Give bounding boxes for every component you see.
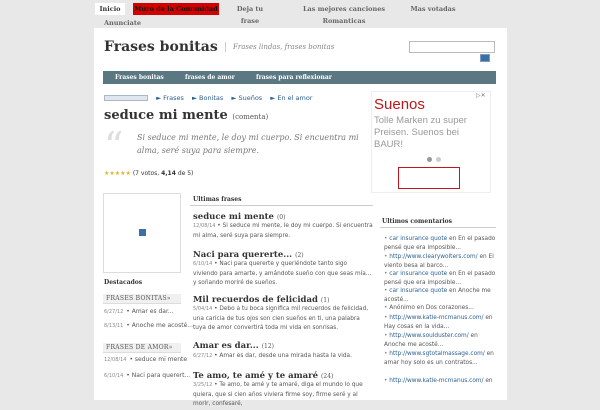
divider — [190, 205, 373, 206]
post-excerpt: 5/04/14 • Debo a tu boca significa mil recuerdos de felicidad, una caricia de tus ojos son cien sueños en ti, una palabra tuya de amor convertirá toda mi vida en sonrisas. — [193, 306, 369, 331]
search-input[interactable] — [409, 41, 495, 53]
comment-item[interactable]: • http://www.clearywolters.com/ en El viento besa al barco... — [384, 254, 494, 269]
comment-item[interactable]: • car insurance quote en Anoche me acosté... — [384, 288, 491, 303]
list-item[interactable]: 6/27/12 • Amar es dar... — [104, 308, 174, 315]
divider — [380, 227, 496, 228]
comment-item[interactable]: • car insurance quote en En el pasado pensé que era imposible... — [384, 236, 496, 251]
site-description: Frases lindas, frases bonitas — [233, 43, 335, 51]
breadcrumb-en-el-amor[interactable]: ► En el amor — [270, 94, 313, 102]
ad-brand[interactable]: Suenos — [374, 96, 425, 113]
ad-button[interactable] — [398, 167, 460, 189]
post-title — [104, 108, 268, 123]
ad-close-icon[interactable]: ▷✕ — [476, 92, 486, 99]
nav-muro-comunidad[interactable]: Muro de la Comunidad — [134, 5, 218, 13]
comment-item[interactable]: • http://www.sgtotalmassage.com/ en amar hoy solo es un contratos... — [384, 351, 494, 366]
ad-dot[interactable] — [436, 157, 441, 162]
breadcrumb-bonitas[interactable]: ► Bonitas — [191, 94, 224, 102]
comment-item[interactable]: • http://www.soulduster.com/ en Anoche me acosté... — [384, 333, 478, 348]
destacados-heading: Destacados — [104, 279, 143, 286]
nav-anunciate[interactable]: Anunciate — [104, 19, 141, 27]
breadcrumb-frases[interactable]: ► Frases — [156, 94, 184, 102]
search-button[interactable] — [480, 54, 490, 62]
star-icon[interactable]: ★★★★★ — [104, 170, 131, 177]
image-icon — [139, 229, 146, 236]
post-title-text: seduce mi mente — [104, 108, 228, 123]
section-frases-de-amor[interactable]: FRASES DE AMOR» — [103, 343, 181, 353]
rating-max: de 5) — [177, 170, 194, 177]
post-quote: Si seduce mi mente, le doy mi cuerpo. Si encuentra mi alma, seré suya para siempre. — [137, 133, 359, 155]
post-link[interactable]: Amar es dar... (12) — [193, 341, 275, 351]
list-item[interactable]: 6/10/14 • Naci para querert... — [104, 372, 191, 379]
list-item[interactable]: 8/13/11 • Anoche me acosté... — [104, 322, 193, 329]
title-divider — [225, 42, 226, 52]
post-link[interactable]: Naci para quererte... (2) — [193, 250, 304, 260]
category-frases-reflexionar[interactable]: frases para reflexionar — [256, 74, 332, 81]
post-link[interactable]: seduce mi mente (0) — [193, 212, 286, 222]
post-excerpt: 6/27/12 • Amar es dar, desde una mirada hasta la vida. — [193, 353, 352, 359]
category-bar — [103, 71, 496, 84]
post-link[interactable]: Te amo, te amé y te amaré (24) — [193, 371, 334, 381]
breadcrumb — [104, 94, 318, 102]
post-link[interactable]: Mil recuerdos de felicidad (1) — [193, 295, 330, 305]
breadcrumb-suenos[interactable]: ► Sueños — [231, 94, 263, 102]
ultimos-comentarios-heading: Ultimos comentarios — [382, 218, 453, 225]
site-title[interactable]: Frases bonitas — [104, 39, 218, 55]
share-button[interactable] — [104, 95, 148, 101]
post-excerpt: 3/25/12 • Te amo, te amé y te amaré, diga el mundo lo que quiera, que si cien años viviera firme soy, firme seré y al morir, confesaré, — [193, 382, 363, 407]
comment-item[interactable]: • http://www.katie-mcmanus.com/ en Hay cosas en la vida... — [384, 315, 493, 330]
post-excerpt: 6/10/14 • Naci para quererte y queriéndote tanto sigo viviendo para amarte, y amándote sueño con que seas mía... y soñando moriré de sueños. — [193, 261, 372, 286]
category-frases-bonitas[interactable]: Frases bonitas — [115, 74, 164, 81]
comment-link[interactable]: (comenta) — [232, 113, 269, 121]
ad-dot-active[interactable] — [427, 157, 432, 162]
list-item[interactable]: 12/08/14 • seduce mi mente — [104, 356, 188, 363]
rating-score: 4,14 — [161, 170, 176, 177]
section-frases-bonitas[interactable]: FRASES BONITAS» — [103, 294, 181, 304]
post-excerpt: 12/08/14 • Si seduce mi mente, le doy mi cuerpo. Si encuentra mi alma, seré suya para siempre. — [193, 223, 373, 239]
top-navigation — [0, 0, 600, 28]
ad-text[interactable]: Tolle Marken zu super Preisen. Suenos bei BAUR! — [374, 115, 467, 150]
comment-item[interactable]: • Anónimo en Dos corazones... — [384, 305, 474, 311]
nav-deja-tu-frase[interactable]: Deja tu frase — [236, 5, 264, 25]
nav-mejores-canciones[interactable]: Las mejores canciones Romanticas — [302, 5, 386, 25]
quote-icon: “ — [104, 124, 124, 168]
nav-inicio[interactable]: Inicio — [95, 3, 125, 15]
rating-votes: (7 votos, — [132, 170, 160, 177]
rating — [104, 170, 193, 177]
ultimas-frases-heading: Ultimas frases — [193, 196, 242, 203]
nav-mas-votadas[interactable]: Mas votadas — [410, 5, 456, 13]
comment-item[interactable]: • car insurance quote en En el pasado pensé que era imposible... — [384, 271, 496, 286]
category-frases-de-amor[interactable]: frases de amor — [185, 74, 235, 81]
comment-item[interactable]: • http://www.katie-mcmanus.com/ en — [384, 378, 493, 384]
